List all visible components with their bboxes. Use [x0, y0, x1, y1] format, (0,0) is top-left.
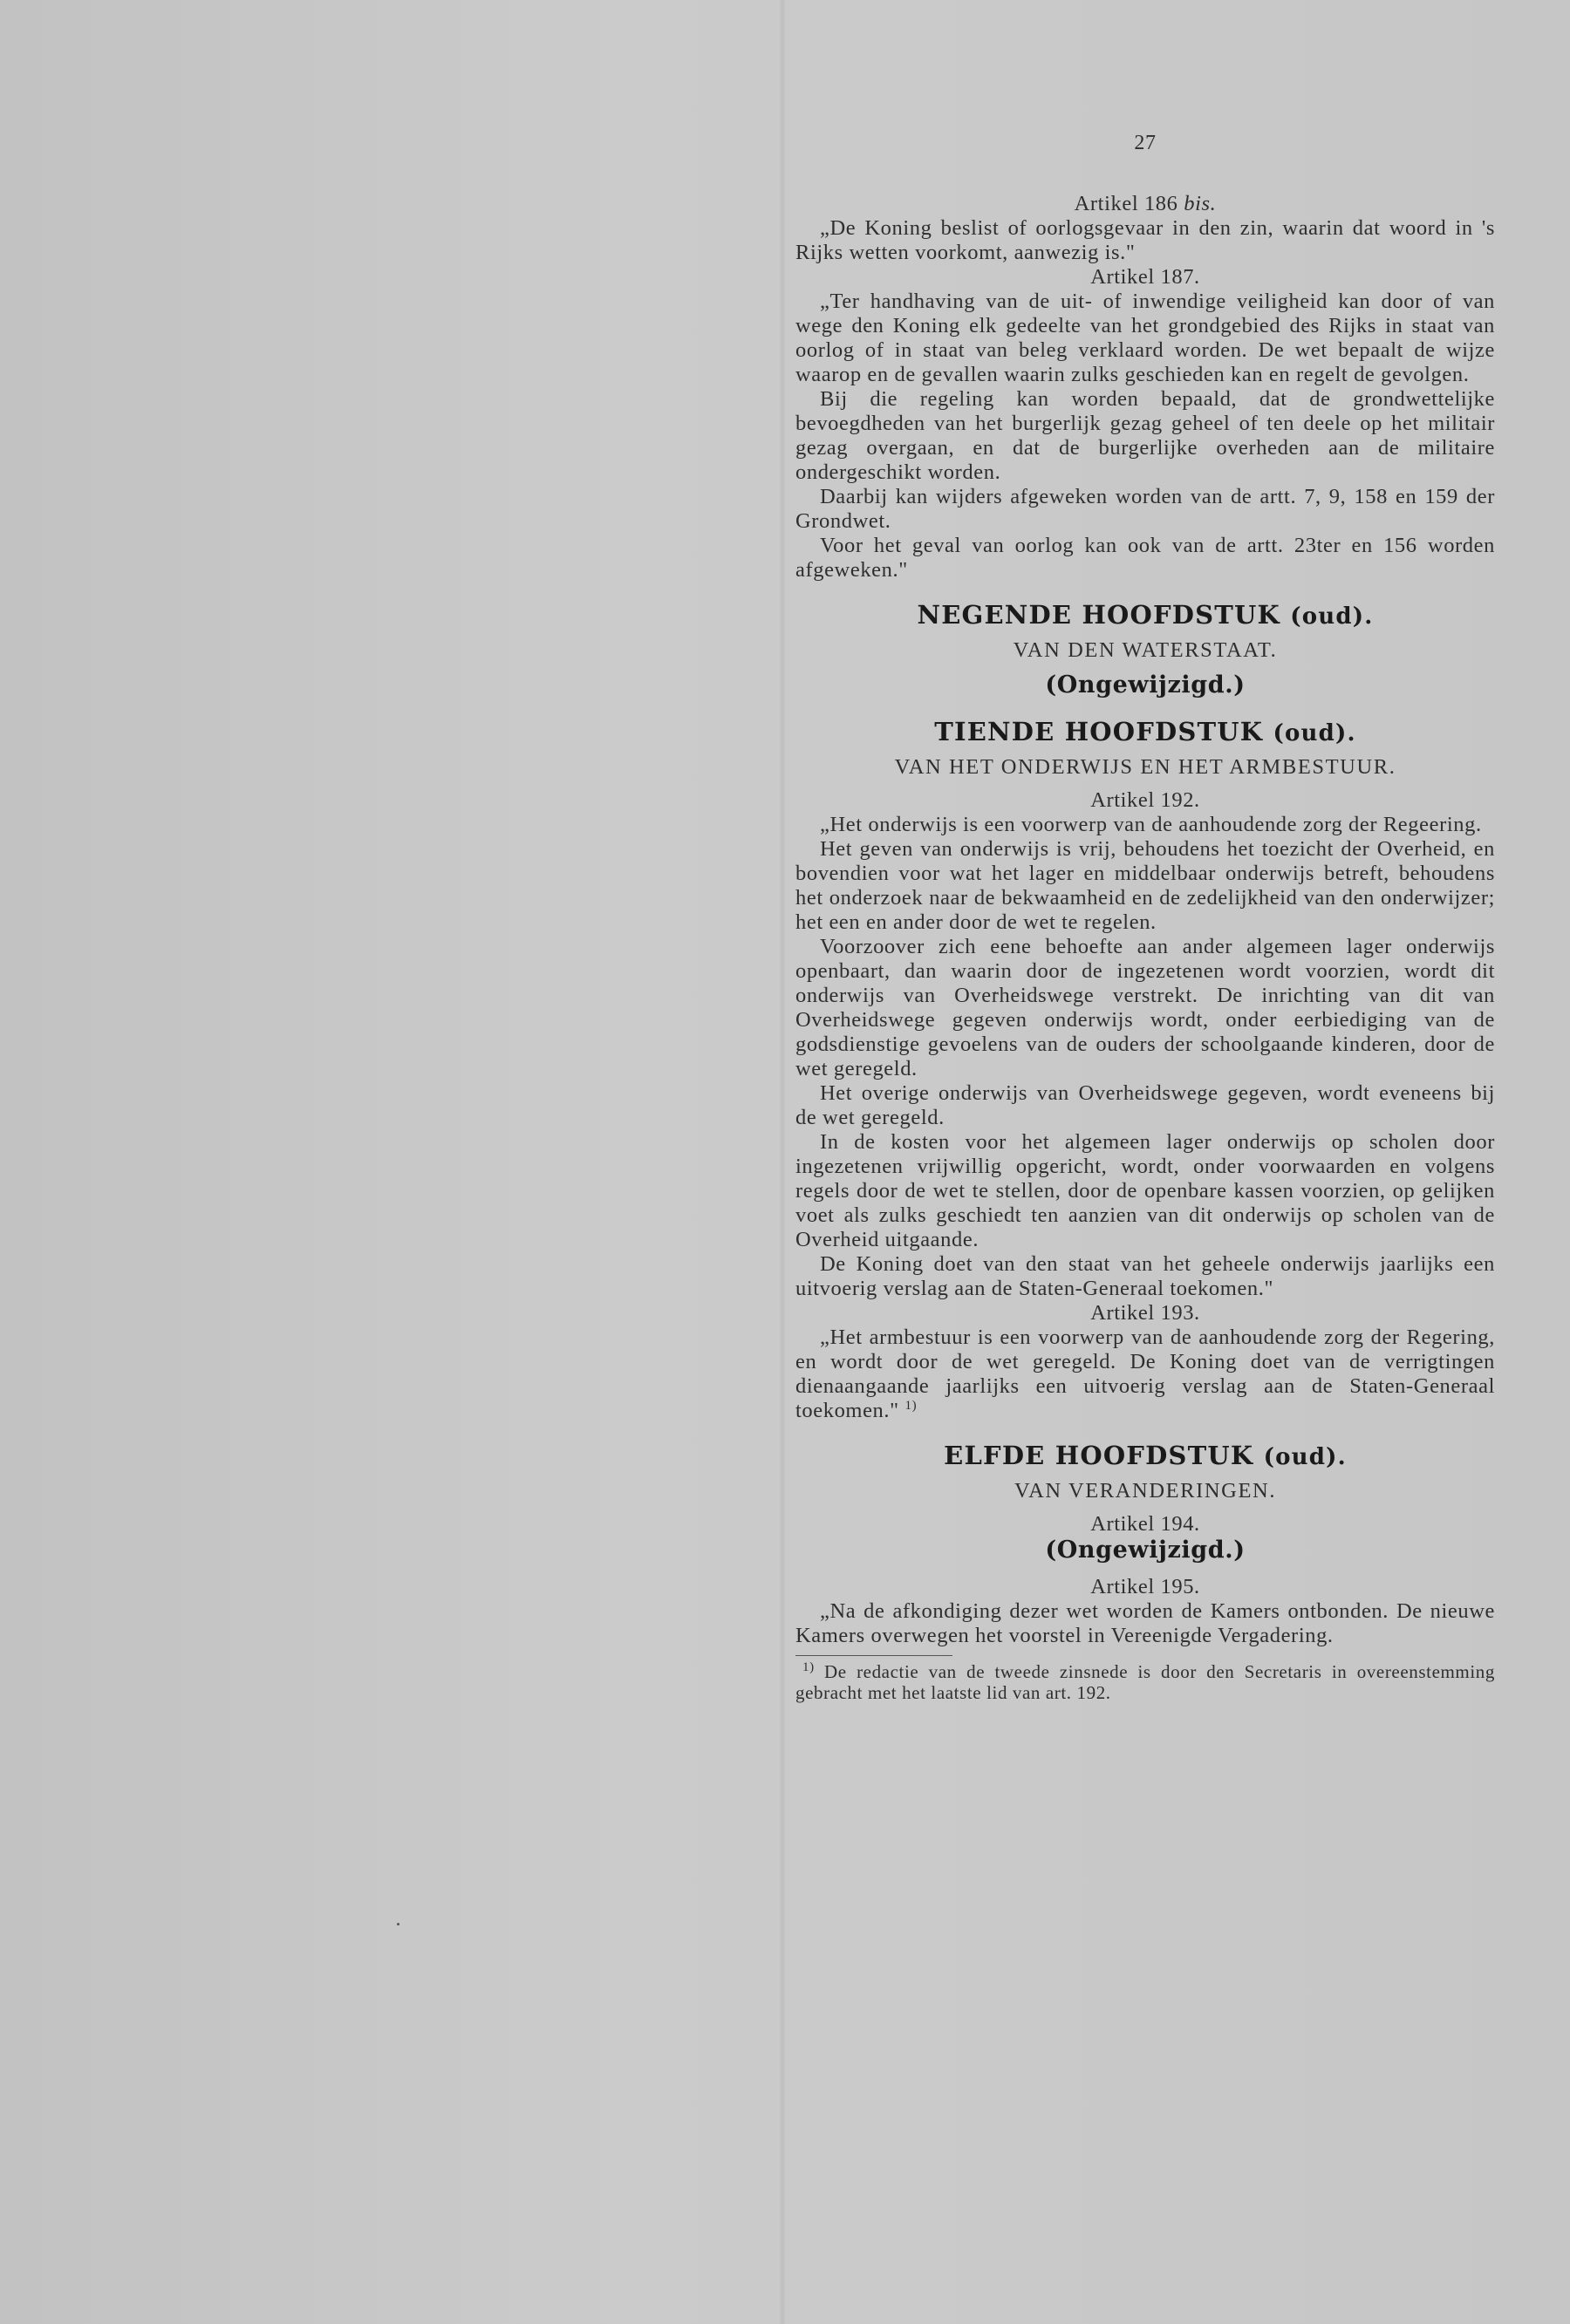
article-number: Artikel 186	[1074, 192, 1184, 215]
paragraph	[795, 837, 1495, 935]
article-heading	[795, 1575, 1495, 1599]
paragraph-text: Daarbij kan wijders afgeweken worden van de artt. 7, 9, 158 en 159 der Grondwet.	[795, 485, 1495, 533]
chapter-heading	[795, 717, 1495, 748]
article-heading	[795, 192, 1495, 216]
paragraph-text: „Na de afkondiging dezer wet worden de Kamers ontbonden. De nieuwe Kamers overwegen het voorstel in Vereenigde Vergadering.	[795, 1599, 1495, 1647]
paragraph	[795, 534, 1495, 583]
article-suffix: bis.	[1184, 192, 1217, 215]
paragraph-text: Voor het geval van oorlog kan ook van de artt. 23ter en 156 worden afgeweken."	[795, 534, 1495, 582]
footnote-text: De redactie van de tweede zinsnede is door den Secretaris in overeenstemming gebracht met het laatste lid van art. 192.	[795, 1661, 1495, 1703]
chapter-heading	[795, 1441, 1495, 1472]
paragraph	[795, 813, 1495, 837]
article-heading	[795, 265, 1495, 290]
paragraph-text: „Het onderwijs is een voorwerp van de aanhoudende zorg der Regeering.	[820, 813, 1482, 836]
paragraph	[795, 1081, 1495, 1130]
article-heading	[795, 788, 1495, 813]
paragraph	[795, 935, 1495, 1081]
paragraph	[795, 485, 1495, 534]
chapter-suffix: (oud).	[1290, 603, 1374, 630]
chapter-subtitle: VAN HET ONDERWIJS EN HET ARMBESTUUR.	[894, 755, 1396, 779]
article-heading	[795, 1301, 1495, 1326]
paragraph-text: In de kosten voor het algemeen lager onderwijs op scholen door ingezetenen vrijwillig opgericht, wordt, onder voorwaarden en volgens regels door de wet te stellen, door de openbare kassen voorzien, op gelijken voet als zulks geschiedt ten aanzien van dit onderwijs op scholen van de Overheid uitgaande.	[795, 1130, 1495, 1251]
paragraph	[795, 1252, 1495, 1301]
paragraph	[795, 216, 1495, 265]
article-number: Artikel 195.	[1090, 1575, 1200, 1598]
footnote-reference: 1)	[904, 1398, 918, 1413]
paragraph	[795, 387, 1495, 485]
paragraph-text: Voorzoover zich eene behoefte aan ander algemeen lager onderwijs openbaart, dan waarin door de ingezetenen wordt voorzien, wordt dit onderwijs van Overheidswege verstrekt. De inrichting van dit van Overheidswege gegeven onderwijs wordt, onder eerbiediging van de godsdienstige gevoelens van de ouders der schoolgaande kinderen, door de wet geregeld.	[795, 935, 1495, 1080]
chapter-subtitle: VAN VERANDERINGEN.	[1014, 1479, 1277, 1503]
dust-speck	[397, 1923, 399, 1925]
chapter-subtitle: VAN DEN WATERSTAAT.	[1013, 638, 1278, 662]
footnote	[795, 1661, 1495, 1703]
article-number: Artikel 194.	[1090, 1512, 1200, 1536]
page-number: 27	[1134, 132, 1157, 154]
unchanged-note: (Ongewijzigd.)	[1045, 671, 1246, 699]
unchanged-note: (Ongewijzigd.)	[1045, 1537, 1246, 1564]
text-column	[795, 131, 1495, 1703]
paragraph-text: Het overige onderwijs van Overheidswege gegeven, wordt eveneens bij de wet geregeld.	[795, 1081, 1495, 1129]
chapter-suffix: (oud).	[1263, 1444, 1347, 1470]
paragraph-text: Bij die regeling kan worden bepaald, dat de grondwettelijke bevoegdheden van het burgerlijk gezag geheel of ten deele op het militair gezag overgaan, en dat de burgerlijke overheden aan de militaire ondergeschikt worden.	[795, 387, 1495, 484]
chapter-title: TIENDE HOOFDSTUK	[934, 717, 1264, 746]
chapter-title: ELFDE HOOFDSTUK	[944, 1441, 1254, 1470]
paragraph	[795, 1599, 1495, 1648]
paragraph-text: „Het armbestuur is een voorwerp van de aanhoudende zorg der Regering, en wordt door de wet geregeld. De Koning doet van de verrigtingen dienaangaande jaarlijks een uitvoerig verslag aan de Staten-Generaal toekomen."	[795, 1326, 1495, 1422]
chapter-title: NEGENDE HOOFDSTUK	[917, 600, 1280, 630]
article-number: Artikel 192.	[1090, 788, 1200, 812]
paragraph	[795, 290, 1495, 387]
paragraph-text: De Koning doet van den staat van het geheele onderwijs jaarlijks een uitvoerig verslag aan de Staten-Generaal toekomen."	[795, 1252, 1495, 1300]
page-fold	[779, 0, 786, 2324]
article-number: Artikel 187.	[1090, 265, 1200, 289]
article-heading	[795, 1512, 1495, 1537]
document-body	[795, 192, 1495, 1648]
paragraph-text: „Ter handhaving van de uit- of inwendige veiligheid kan door of van wege den Koning elk gedeelte van het grondgebied des Rijks in staat van oorlog of in staat van beleg verklaard worden. De wet bepaalt de wijze waarop en de gevallen waarin zulks geschieden kan en regelt de gevolgen.	[795, 290, 1495, 386]
chapter-suffix: (oud).	[1273, 720, 1356, 746]
footnote-rule	[795, 1655, 952, 1656]
article-number: Artikel 193.	[1090, 1301, 1200, 1325]
chapter-heading	[795, 600, 1495, 631]
paragraph-text: Het geven van onderwijs is vrij, behoudens het toezicht der Overheid, en bovendien voor wat het lager en middelbaar onderwijs betreft, behoudens het onderzoek naar de bekwaamheid en de zedelijkheid van den onderwijzer; het een en ander door de wet te regelen.	[795, 837, 1495, 934]
paragraph	[795, 1326, 1495, 1423]
footnote-mark: 1)	[802, 1660, 815, 1674]
paragraph-text: „De Koning beslist of oorlogsgevaar in den zin, waarin dat woord in 's Rijks wetten voorkomt, aanwezig is."	[795, 216, 1495, 264]
paragraph	[795, 1130, 1495, 1252]
